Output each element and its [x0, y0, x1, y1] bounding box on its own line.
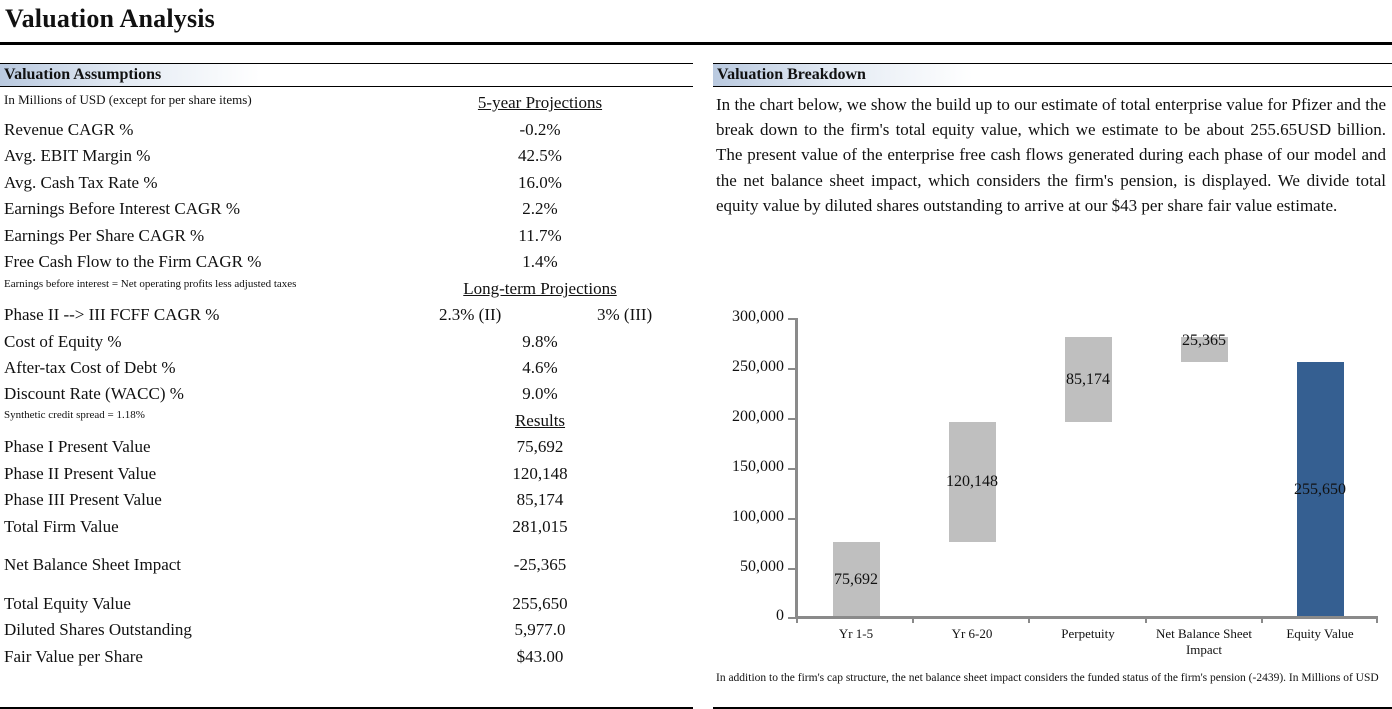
row-label: Phase I Present Value: [4, 437, 151, 456]
row-label: Earnings Before Interest CAGR %: [4, 199, 241, 218]
category-label: Equity Value: [1286, 626, 1354, 641]
row-label: Total Firm Value: [4, 517, 119, 536]
row-value: 255,650: [512, 594, 568, 613]
bar-label: 85,174: [1066, 371, 1110, 388]
row-value: 42.5%: [518, 146, 562, 165]
y-tick-label: 0: [776, 607, 784, 624]
category-label: Net Balance Sheet Impact: [1155, 626, 1252, 657]
row-value: 1.4%: [522, 252, 558, 271]
row-label: Fair Value per Share: [4, 647, 143, 666]
bar-label: 25,365: [1182, 332, 1226, 349]
breakdown-description: In the chart below, we show the build up to our estimate of total enterprise value for Pfizer and the break down to the firm's total equity value, which we estimate to be about 255.65USD billion. The present value of the enterprise free cash flows generated during each phase of our model and the net balance sheet impact, which considers the firm's pension, is displayed. We divide total equity value by diluted shares outstanding to arrive at our $43 per share fair value estimate.: [716, 95, 1386, 215]
page-title: Valuation Analysis: [5, 4, 216, 33]
title-divider: [0, 42, 1392, 45]
row-label: Cost of Equity %: [4, 332, 122, 351]
row-value: 5,977.0: [514, 620, 566, 639]
row-label: Avg. EBIT Margin %: [4, 146, 151, 165]
row-label: Discount Rate (WACC) %: [4, 384, 184, 403]
row-label: After-tax Cost of Debt %: [4, 358, 176, 377]
bar-label: 255,650: [1294, 481, 1346, 498]
row-value: 120,148: [512, 464, 568, 483]
long-term-heading: Long-term Projections: [463, 279, 617, 298]
row-label: Phase II Present Value: [4, 464, 157, 483]
x-tick: [912, 618, 914, 623]
category-label: Yr 6-20: [951, 626, 993, 641]
row-value: 4.6%: [522, 358, 558, 377]
row-label: Earnings Per Share CAGR %: [4, 226, 205, 245]
spread-note: Synthetic credit spread = 1.18%: [4, 409, 145, 421]
category-label: Yr 1-5: [838, 626, 874, 641]
x-tick: [1028, 618, 1030, 623]
y-tick-label: 50,000: [740, 558, 784, 575]
phase-ii-value: 2.3% (II): [439, 305, 502, 324]
row-label: Net Balance Sheet Impact: [4, 555, 182, 574]
row-label: Revenue CAGR %: [4, 120, 134, 139]
row-value: 2.2%: [522, 199, 558, 218]
row-value: 11.7%: [518, 226, 562, 245]
category-label: Perpetuity: [1061, 626, 1115, 641]
row-label: Phase III Present Value: [4, 490, 162, 509]
y-tick-label: 250,000: [732, 358, 784, 375]
row-value: 16.0%: [518, 173, 562, 192]
phase-iii-value: 3% (III): [597, 305, 653, 324]
y-tick-label: 200,000: [732, 408, 784, 425]
ebi-note: Earnings before interest = Net operating profits less adjusted taxes: [4, 278, 297, 290]
y-tick-label: 150,000: [732, 458, 784, 475]
row-label: Avg. Cash Tax Rate %: [4, 173, 158, 192]
waterfall-chart: [700, 300, 1392, 670]
row-value: $43.00: [516, 647, 564, 666]
results-heading: Results: [514, 411, 566, 430]
y-tick-label: 100,000: [732, 508, 784, 525]
phase-row-label: Phase II --> III FCFF CAGR %: [4, 305, 220, 324]
row-value: -25,365: [513, 555, 567, 574]
units-note: In Millions of USD (except for per share items): [4, 92, 252, 107]
row-value: 85,174: [516, 490, 564, 509]
x-tick: [796, 618, 798, 623]
row-value: 9.8%: [522, 332, 558, 351]
row-value: -0.2%: [519, 120, 561, 139]
x-tick: [1261, 618, 1263, 623]
breakdown-header: Valuation Breakdown: [713, 63, 1392, 87]
x-axis: [795, 616, 1378, 619]
bar-label: 75,692: [834, 571, 878, 588]
chart-footnote: In addition to the firm's cap structure, the net balance sheet impact considers the funded status of the firm's pension (-2439). In Millions of USD: [716, 672, 1379, 684]
x-tick: [1376, 618, 1378, 623]
five-year-heading: 5-year Projections: [477, 93, 603, 112]
y-tick-label: 300,000: [732, 308, 784, 325]
assumptions-header: Valuation Assumptions: [0, 63, 693, 87]
row-value: 9.0%: [522, 384, 558, 403]
row-value: 281,015: [512, 517, 568, 536]
row-value: 75,692: [516, 437, 564, 456]
bar-label: 120,148: [946, 473, 998, 490]
row-label: Free Cash Flow to the Firm CAGR %: [4, 252, 262, 271]
row-label: Diluted Shares Outstanding: [4, 620, 192, 639]
x-tick: [1145, 618, 1147, 623]
row-label: Total Equity Value: [4, 594, 131, 613]
y-axis: [795, 318, 798, 618]
